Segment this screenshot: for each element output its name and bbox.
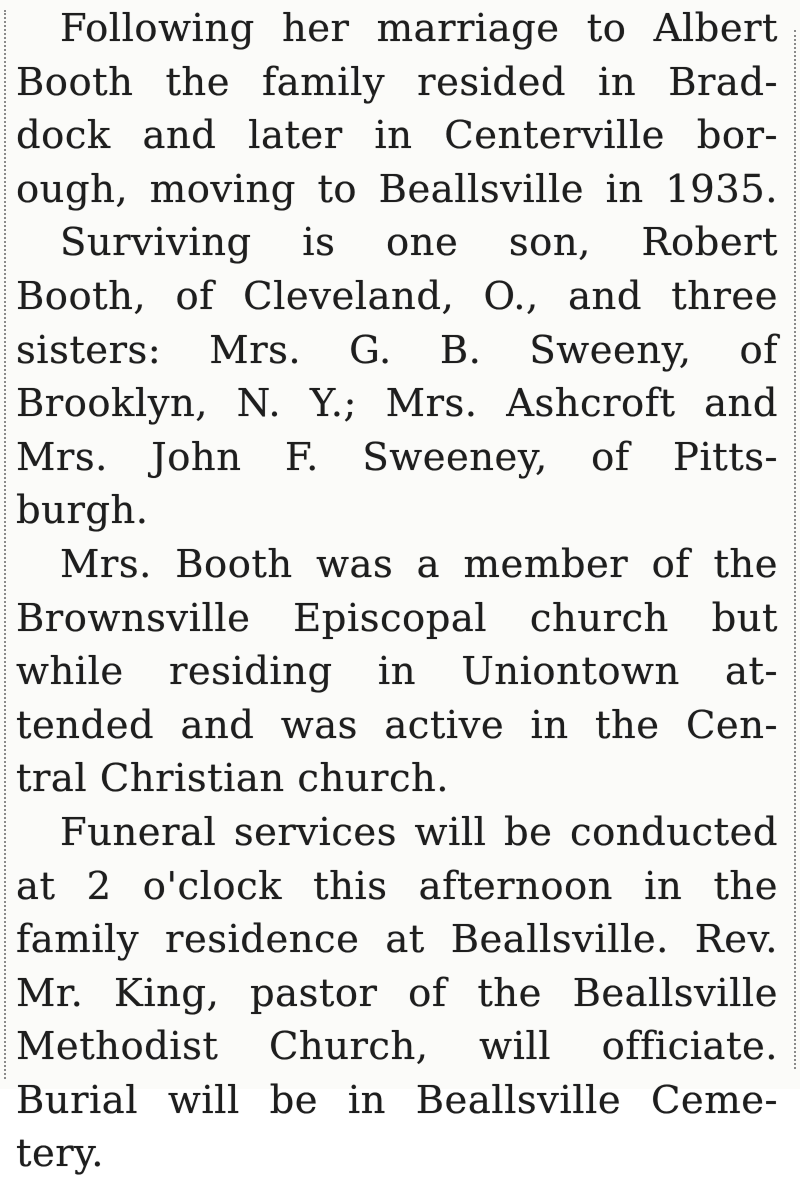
text-line: Booth the family resided in Brad-	[16, 59, 778, 105]
text-line: family residence at Beallsville. Rev.	[16, 917, 778, 963]
text-line: tended and was active in the Cen-	[16, 702, 778, 748]
obituary-column	[16, 2, 778, 1181]
text-line: sisters: Mrs. G. B. Sweeny, of	[16, 327, 778, 373]
paragraph-marriage	[16, 2, 778, 216]
text-line: tery.	[16, 1131, 105, 1177]
text-line: while residing in Uniontown at-	[16, 649, 778, 695]
text-line: Booth, of Cleveland, O., and three	[16, 273, 778, 319]
text-line: burgh.	[16, 488, 149, 534]
paragraph-church	[16, 538, 778, 806]
text-line: Mrs. Booth was a member of the	[60, 541, 778, 587]
text-line: Surviving is one son, Robert	[60, 220, 778, 266]
text-line: Funeral services will be conducted	[60, 809, 778, 855]
text-line: Following her marriage to Albert	[60, 6, 778, 51]
text-line: ough, moving to Beallsville in 1935.	[16, 166, 778, 212]
text-line: dock and later in Centerville bor-	[16, 113, 778, 159]
text-line: tral Christian church.	[16, 756, 450, 802]
clipping-left-edge	[4, 10, 6, 1079]
text-line: Mrs. John F. Sweeney, of Pitts-	[16, 434, 778, 480]
text-line: Brooklyn, N. Y.; Mrs. Ashcroft and	[16, 381, 778, 427]
text-line: Burial will be in Beallsville Ceme-	[16, 1077, 778, 1123]
text-line: Methodist Church, will officiate.	[16, 1024, 778, 1070]
text-line: Brownsville Episcopal church but	[16, 595, 778, 641]
clipping-right-edge	[794, 30, 796, 1069]
text-line: Mr. King, pastor of the Beallsville	[16, 970, 778, 1016]
text-line: at 2 o'clock this afternoon in the	[16, 863, 778, 909]
paragraph-survivors	[16, 216, 778, 538]
paragraph-funeral	[16, 806, 778, 1181]
